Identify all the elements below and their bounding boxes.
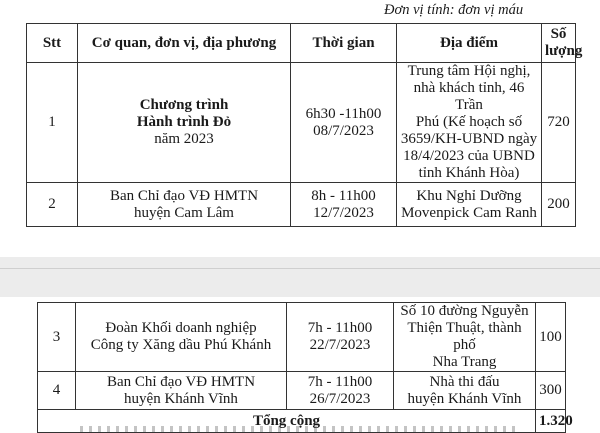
cell-time: 8h - 11h00 12/7/2023 <box>291 183 397 227</box>
cell-time: 7h - 11h00 26/7/2023 <box>287 372 394 410</box>
cell-place: Số 10 đường Nguyễn Thiện Thuật, thành phố Nha Trang <box>394 303 536 372</box>
schedule-table-part1 <box>26 23 583 227</box>
header-qty: Số lượng <box>542 24 576 63</box>
table-row <box>27 63 576 183</box>
cell-stt: 2 <box>27 183 78 227</box>
cell-agency: Chương trình Hành trình Đỏ năm 2023 <box>78 63 291 183</box>
table-row <box>27 183 576 227</box>
cell-place: Nhà thi đấu huyện Khánh Vĩnh <box>394 372 536 410</box>
cell-agency: Đoàn Khối doanh nghiệp Công ty Xăng dầu Phú Khánh <box>76 303 287 372</box>
table-row <box>38 303 566 372</box>
cell-time: 6h30 -11h00 08/7/2023 <box>291 63 397 183</box>
total-value: 1.320 <box>536 410 566 433</box>
table-row <box>38 372 566 410</box>
cell-qty: 100 <box>536 303 566 372</box>
cell-stt: 4 <box>38 372 76 410</box>
header-row <box>27 24 576 63</box>
page-divider <box>0 268 600 269</box>
cell-place: Trung tâm Hội nghị, nhà khách tỉnh, 46 Trần Phú (Kế hoạch số 3659/KH-UBND ngày 18/4/2023 của UBND tỉnh Khánh Hòa) <box>397 63 542 183</box>
cell-qty: 720 <box>542 63 576 183</box>
header-place: Địa điểm <box>397 24 542 63</box>
total-label: Tổng cộng <box>38 410 536 433</box>
next-page-text-fragment <box>80 426 520 432</box>
unit-note: Đơn vị tính: đơn vị máu <box>384 2 524 18</box>
cell-qty: 300 <box>536 372 566 410</box>
schedule-table-part2 <box>37 302 573 433</box>
header-stt: Stt <box>27 24 78 63</box>
header-time: Thời gian <box>291 24 397 63</box>
cell-qty: 200 <box>542 183 576 227</box>
cell-stt: 1 <box>27 63 78 183</box>
cell-place: Khu Nghỉ Dưỡng Movenpick Cam Ranh <box>397 183 542 227</box>
header-agency: Cơ quan, đơn vị, địa phương <box>78 24 291 63</box>
cell-agency: Ban Chỉ đạo VĐ HMTN huyện Khánh Vĩnh <box>76 372 287 410</box>
cell-time: 7h - 11h00 22/7/2023 <box>287 303 394 372</box>
cell-agency: Ban Chỉ đạo VĐ HMTN huyện Cam Lâm <box>78 183 291 227</box>
cell-stt: 3 <box>38 303 76 372</box>
page-gap <box>0 257 600 297</box>
